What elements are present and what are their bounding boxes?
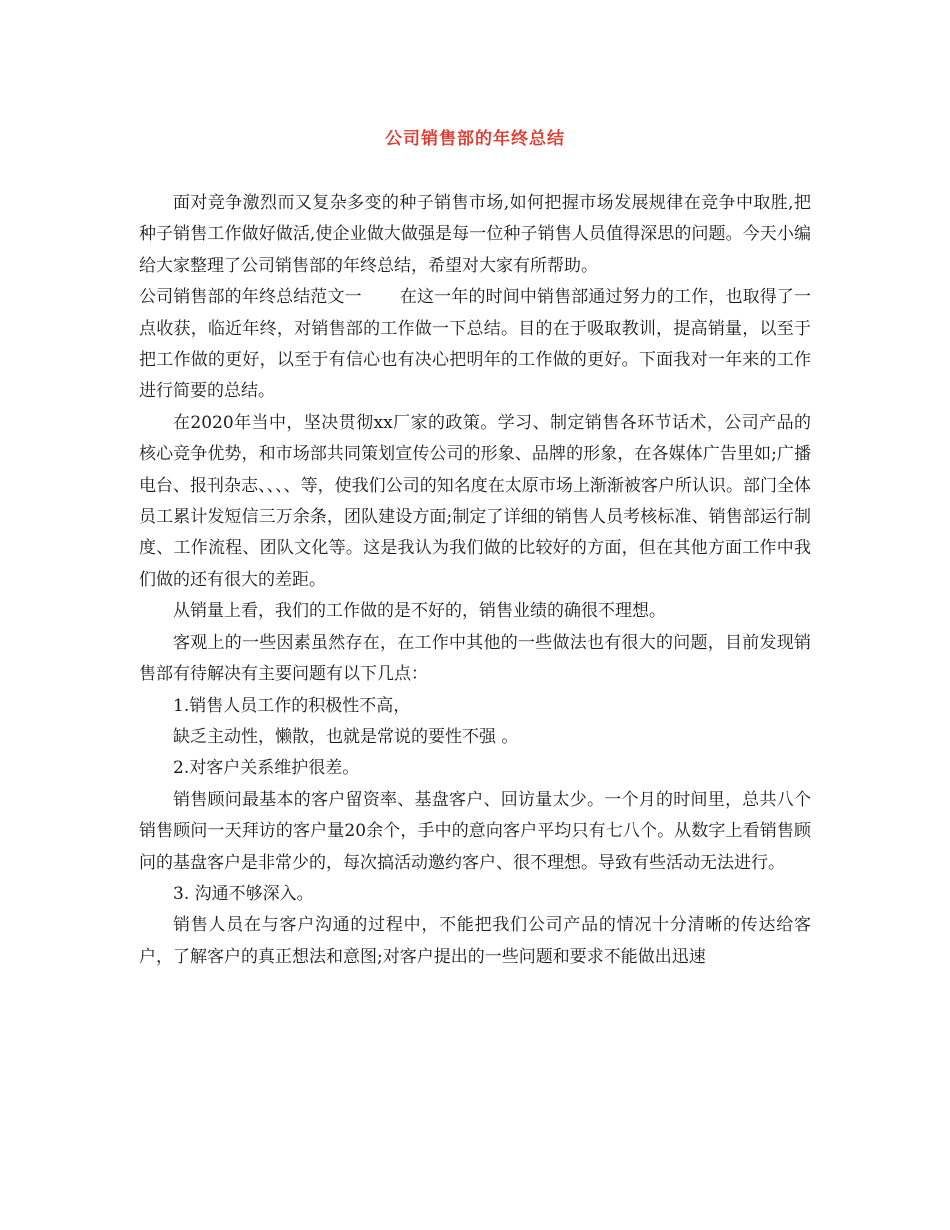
paragraph-achievements: 在2020年当中，坚决贯彻xx厂家的政策。学习、制定销售各环节话术，公司产品的核心竞争优势，和市场部共同策划宣传公司的形象、品牌的形象，在各媒体广告里如;广播电台、报刊杂志、、、、等，使我们公司的知名度在太原市场上渐渐被客户所认识。部门全体员工累计发短信三万余条，团队建设方面;制定了详细的销售人员考核标准、销售部运行制度、工作流程、团队文化等。这是我认为我们做的比较好的方面，但在其他方面工作中我们做的还有很大的差距。 (139, 412, 811, 590)
paragraph-intro: 面对竞争激烈而又复杂多变的种子销售市场,如何把握市场发展规律在竞争中取胜,把种子销售工作做好做活,使企业做大做强是每一位种子销售人员值得深思的问题。今天小编给大家整理了公司销售部的年终总结，希望对大家有所帮助。 (139, 193, 811, 276)
page-title: 公司销售部的年终总结 (385, 129, 565, 149)
paragraph-section-start (139, 282, 811, 408)
paragraph-summary-opening: 在这一年的时间中销售部通过努力的工作，也取得了一点收获，临近年终，对销售部的工作做一下总结。目的在于吸取教训，提高销量，以至于把工作做的更好，以至于有信心也有决心把明年的工作做的更好。下面我对一年来的工作进行简要的总结。 (139, 287, 812, 402)
document-body (139, 188, 811, 973)
list-item-3-detail: 销售人员在与客户沟通的过程中，不能把我们公司产品的情况十分清晰的传达给客户，了解客户的真正想法和意图;对客户提出的一些问题和要求不能做出迅速 (139, 915, 811, 967)
section-heading: 公司销售部的年终总结范文一 (139, 287, 362, 308)
list-item-1-detail: 缺乏主动性，懒散，也就是常说的要性不强 。 (173, 726, 519, 747)
list-item-1: 1.销售人员工作的积极性不高， (173, 695, 411, 716)
list-item-3: 3. 沟通不够深入。 (173, 883, 314, 904)
list-item-2: 2.对客户关系维护很差。 (173, 758, 360, 779)
paragraph-sales-volume: 从销量上看，我们的工作做的是不好的，销售业绩的确很不理想。 (173, 601, 666, 622)
paragraph-problems-intro: 客观上的一些因素虽然存在，在工作中其他的一些做法也有很大的问题，目前发现销售部有待解决有主要问题有以下几点： (139, 632, 811, 685)
list-item-2-detail: 销售顾问最基本的客户留资率、基盘客户、回访量太少。一个月的时间里，总共八个销售顾问一天拜访的客户量20余个，手中的意向客户平均只有七八个。从数字上看销售顾问的基盘客户是非常少的，每次搞活动邀约客户、很不理想。导致有些活动无法进行。 (139, 789, 811, 873)
